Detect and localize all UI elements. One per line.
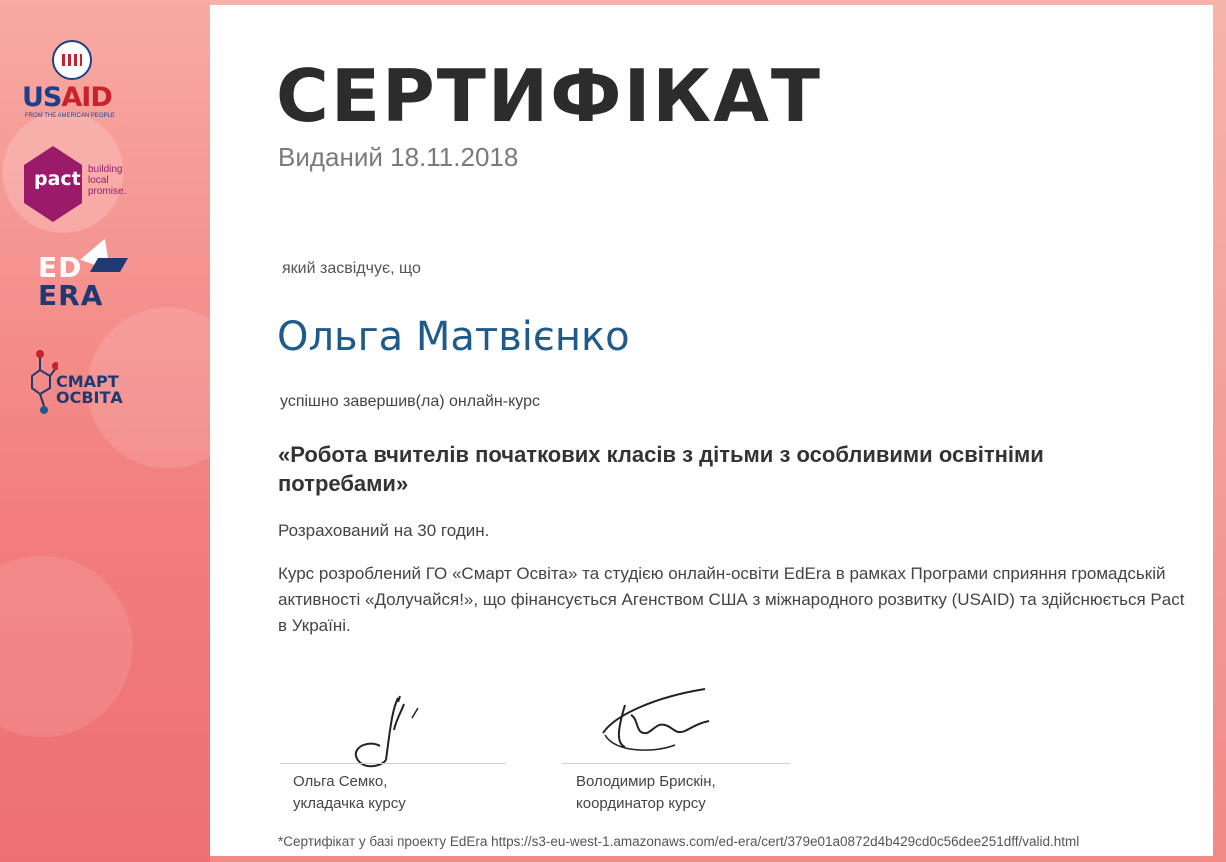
signer-1-role: укладачка курсу: [293, 795, 406, 812]
certificate-title: СЕРТИФІКАТ: [276, 54, 823, 138]
signature-line: [280, 763, 506, 764]
usaid-seal-icon: [52, 40, 92, 80]
pact-logo: [24, 146, 134, 222]
edera-mark-icon: [90, 258, 128, 272]
edera-logo: [38, 238, 128, 312]
smart-osvita-wordmark-bottom: ОСВІТА: [56, 388, 123, 407]
course-title: «Робота вчителів початкових класів з дітьми з особливими освітніми потребами»: [278, 442, 1044, 496]
course-hours: Розрахований на 30 годин.: [278, 521, 490, 540]
pact-wordmark: pact: [34, 168, 81, 190]
recipient-name: Ольга Матвієнко: [277, 314, 630, 360]
edera-wordmark-bottom: ERA: [38, 279, 104, 312]
signature-2-image: [595, 685, 725, 765]
signer-2-role: координатор курсу: [576, 795, 706, 812]
signature-line: [562, 763, 790, 764]
usaid-wordmark: USAID: [22, 82, 112, 113]
pact-tagline: building local promise.: [88, 164, 127, 197]
smart-osvita-wordmark-top: СМАРТ: [56, 372, 119, 391]
signer-2: [576, 771, 716, 815]
completion-text: успішно завершив(ла) онлайн-курс: [280, 393, 540, 410]
verification-footnote: *Сертифікат у базі проекту EdEra https://s3-eu-west-1.amazonaws.com/ed-era/cert/379e01a0872d4b429cd0c56dee251dff/valid.html: [278, 834, 1080, 849]
smart-osvita-logo: [30, 348, 140, 418]
usaid-logo: [22, 40, 126, 122]
sidebar: [0, 0, 210, 862]
signer-2-name: Володимир Брискін,: [576, 773, 716, 790]
course-description: Курс розроблений ГО «Смарт Освіта» та студією онлайн-освіти EdEra в рамках Програми сприяння громадській активності «Долучайся!», що фінансується Агенством США з міжнародного розвитку (USAID) та здійснюється Pact в Україні.: [278, 564, 1185, 635]
molecule-icon: [30, 348, 58, 418]
usaid-tagline: FROM THE AMERICAN PEOPLE: [25, 113, 115, 119]
signature-1-image: [340, 690, 430, 770]
signer-1: [293, 771, 406, 815]
edera-wordmark-top: ED: [38, 251, 83, 284]
issue-date: Виданий 18.11.2018: [278, 142, 519, 172]
signer-1-name: Ольга Семко,: [293, 773, 388, 790]
intro-text: який засвідчує, що: [282, 260, 421, 277]
